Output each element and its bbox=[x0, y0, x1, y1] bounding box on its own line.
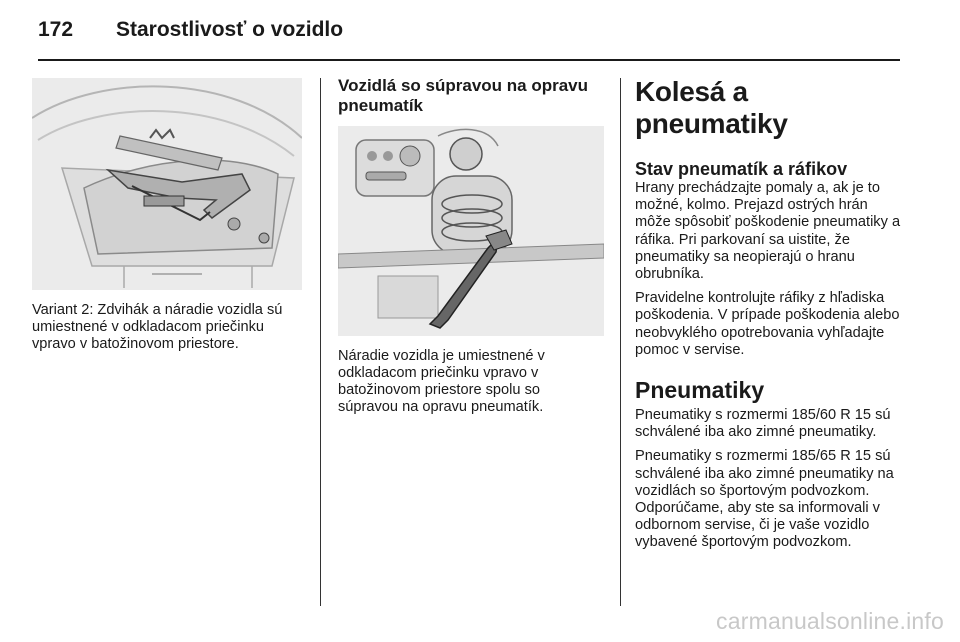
column-middle bbox=[338, 76, 604, 416]
column-left bbox=[32, 76, 302, 353]
paragraph: Pravidelne kontrolujte ráfiky z hľadiska poškodenia. V prípade poškodenia alebo neobvyklého opotrebovania vyhľadajte pomoc v servise. bbox=[635, 290, 900, 358]
paragraph: Hrany prechádzajte pomaly a, ak je to možné, kolmo. Prejazd ostrých hrán môže spôsobiť poškodenie pneumatiky a ráfika. Pri parkovaní sa uistite, že pneumatiky sa neopierajú o hranu obrubníka. bbox=[635, 180, 901, 283]
illustration-caption: Náradie vozidla je umiestnené v odkladacom priečinku vpravo v batožinovom priestore spolu so súpravou na opravu pneumatík. bbox=[338, 348, 545, 415]
watermark: carmanualsonline.info bbox=[716, 608, 944, 634]
section-heading: Kolesá a pneumatiky bbox=[635, 76, 788, 139]
header-rule bbox=[38, 59, 900, 61]
column-right bbox=[635, 76, 903, 559]
section-heading: Pneumatiky bbox=[635, 377, 765, 404]
trunk-jack-tools-illustration bbox=[32, 78, 302, 290]
paragraph: Pneumatiky s rozmermi 185/65 R 15 sú schválené iba ako zimné pneumatiky na vozidlách so športovým podvozkom. bbox=[635, 448, 894, 499]
page-header bbox=[38, 18, 918, 48]
paragraph: Pneumatiky s rozmermi 185/60 R 15 sú schválené iba ako zimné pneumatiky. bbox=[635, 407, 891, 441]
page-title: Starostlivosť o vozidlo bbox=[116, 18, 344, 41]
section-heading: Vozidlá so súpravou na opravu pneumatík bbox=[338, 76, 589, 115]
page-number: 172 bbox=[38, 18, 74, 41]
illustration-caption: Variant 2: Zdvihák a náradie vozidla sú umiestnené v odkladacom priečinku vpravo v batožinovom priestore. bbox=[32, 302, 283, 352]
tire-repair-kit-illustration bbox=[338, 126, 604, 336]
paragraph: Odporúčame, aby ste sa informovali v odbornom servise, či je vaše vozidlo vybavené športovým podvozkom. bbox=[635, 500, 880, 551]
column-divider bbox=[620, 78, 621, 606]
sub-heading: Stav pneumatík a ráfikov bbox=[635, 159, 848, 179]
column-divider bbox=[320, 78, 321, 606]
